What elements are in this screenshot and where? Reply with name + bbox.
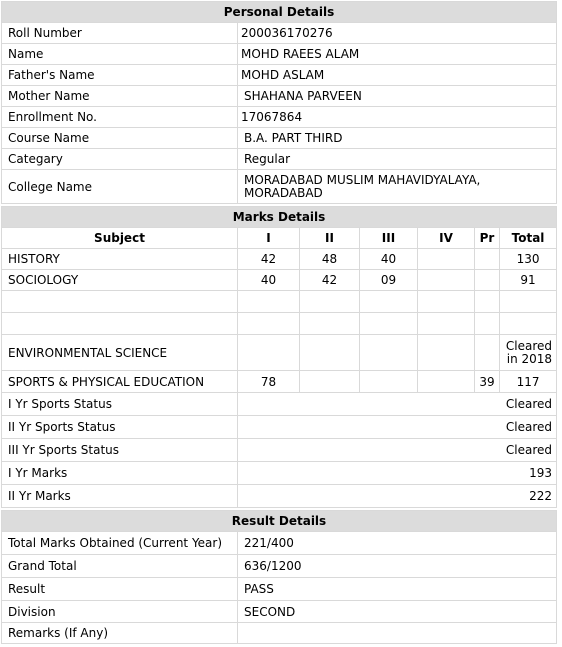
marks-details-heading: Marks Details [2,207,557,228]
col-header-iv: IV [418,228,475,249]
marks-i: 40 [238,270,300,291]
remarks-value [238,623,557,644]
college-name-label: College Name [2,170,238,204]
course-name-value: B.A. PART THIRD [238,128,557,149]
marks-ii [300,291,360,313]
category-value: Regular [238,149,557,170]
marks-ii [300,335,360,371]
table-row [2,371,557,393]
course-name-label: Course Name [2,128,238,149]
table-row [2,291,557,313]
marks-iv [418,335,475,371]
result-details-table [1,510,557,644]
summary-label: I Yr Sports Status [2,393,238,416]
summary-value: Cleared [238,439,557,462]
marks-iii [360,335,418,371]
col-header-total: Total [500,228,557,249]
summary-value: Cleared [238,393,557,416]
father-name-value: MOHD ASLAM [238,65,557,86]
marks-iv [418,249,475,270]
marks-iii [360,291,418,313]
marks-iii [360,313,418,335]
marks-ii: 48 [300,249,360,270]
marks-i [238,335,300,371]
roll-number-label: Roll Number [2,23,238,44]
marks-i [238,291,300,313]
total-marks-value: 221/400 [238,532,557,555]
col-header-pr: Pr [475,228,500,249]
category-label: Categary [2,149,238,170]
table-row [2,249,557,270]
division-value: SECOND [238,601,557,623]
subject-name: ENVIRONMENTAL SCIENCE [2,335,238,371]
marks-details-table [1,206,557,508]
col-header-ii: II [300,228,360,249]
summary-value: 222 [238,485,557,508]
result-label: Result [2,578,238,601]
marks-pr [475,335,500,371]
mother-name-value: SHAHANA PARVEEN [238,86,557,107]
subject-name [2,313,238,335]
summary-value: Cleared [238,416,557,439]
marks-i: 78 [238,371,300,393]
table-row [2,270,557,291]
grand-total-value: 636/1200 [238,555,557,578]
marks-iv [418,371,475,393]
college-name-value: MORADABAD MUSLIM MAHAVIDYALAYA, MORADABAD [238,170,557,204]
result-details-heading: Result Details [2,511,557,532]
marks-ii [300,313,360,335]
summary-value: 193 [238,462,557,485]
summary-label: I Yr Marks [2,462,238,485]
enrollment-label: Enrollment No. [2,107,238,128]
marks-iv [418,313,475,335]
subject-name [2,291,238,313]
marks-total [500,291,557,313]
marks-pr: 39 [475,371,500,393]
personal-details-heading: Personal Details [2,2,557,23]
grand-total-label: Grand Total [2,555,238,578]
subject-name: HISTORY [2,249,238,270]
marks-iii: 40 [360,249,418,270]
roll-number-value: 200036170276 [238,23,557,44]
marks-i [238,313,300,335]
summary-label: III Yr Sports Status [2,439,238,462]
marks-iii: 09 [360,270,418,291]
col-header-subject: Subject [2,228,238,249]
marks-total: 130 [500,249,557,270]
name-value: MOHD RAEES ALAM [238,44,557,65]
table-row [2,335,557,371]
mother-name-label: Mother Name [2,86,238,107]
father-name-label: Father's Name [2,65,238,86]
marks-pr [475,291,500,313]
subject-name: SOCIOLOGY [2,270,238,291]
marks-ii: 42 [300,270,360,291]
marks-i: 42 [238,249,300,270]
remarks-label: Remarks (If Any) [2,623,238,644]
col-header-i: I [238,228,300,249]
summary-label: II Yr Marks [2,485,238,508]
enrollment-value: 17067864 [238,107,557,128]
marks-ii [300,371,360,393]
marks-pr [475,249,500,270]
marks-pr [475,270,500,291]
marks-pr [475,313,500,335]
marks-total: 117 [500,371,557,393]
personal-details-table [1,1,557,204]
table-row [2,313,557,335]
summary-label: II Yr Sports Status [2,416,238,439]
col-header-iii: III [360,228,418,249]
marks-iv [418,270,475,291]
marks-iv [418,291,475,313]
name-label: Name [2,44,238,65]
division-label: Division [2,601,238,623]
marks-total [500,313,557,335]
total-marks-label: Total Marks Obtained (Current Year) [2,532,238,555]
subject-name: SPORTS & PHYSICAL EDUCATION [2,371,238,393]
result-value: PASS [238,578,557,601]
marks-total: Cleared in 2018 [500,335,557,371]
marks-iii [360,371,418,393]
marks-total: 91 [500,270,557,291]
